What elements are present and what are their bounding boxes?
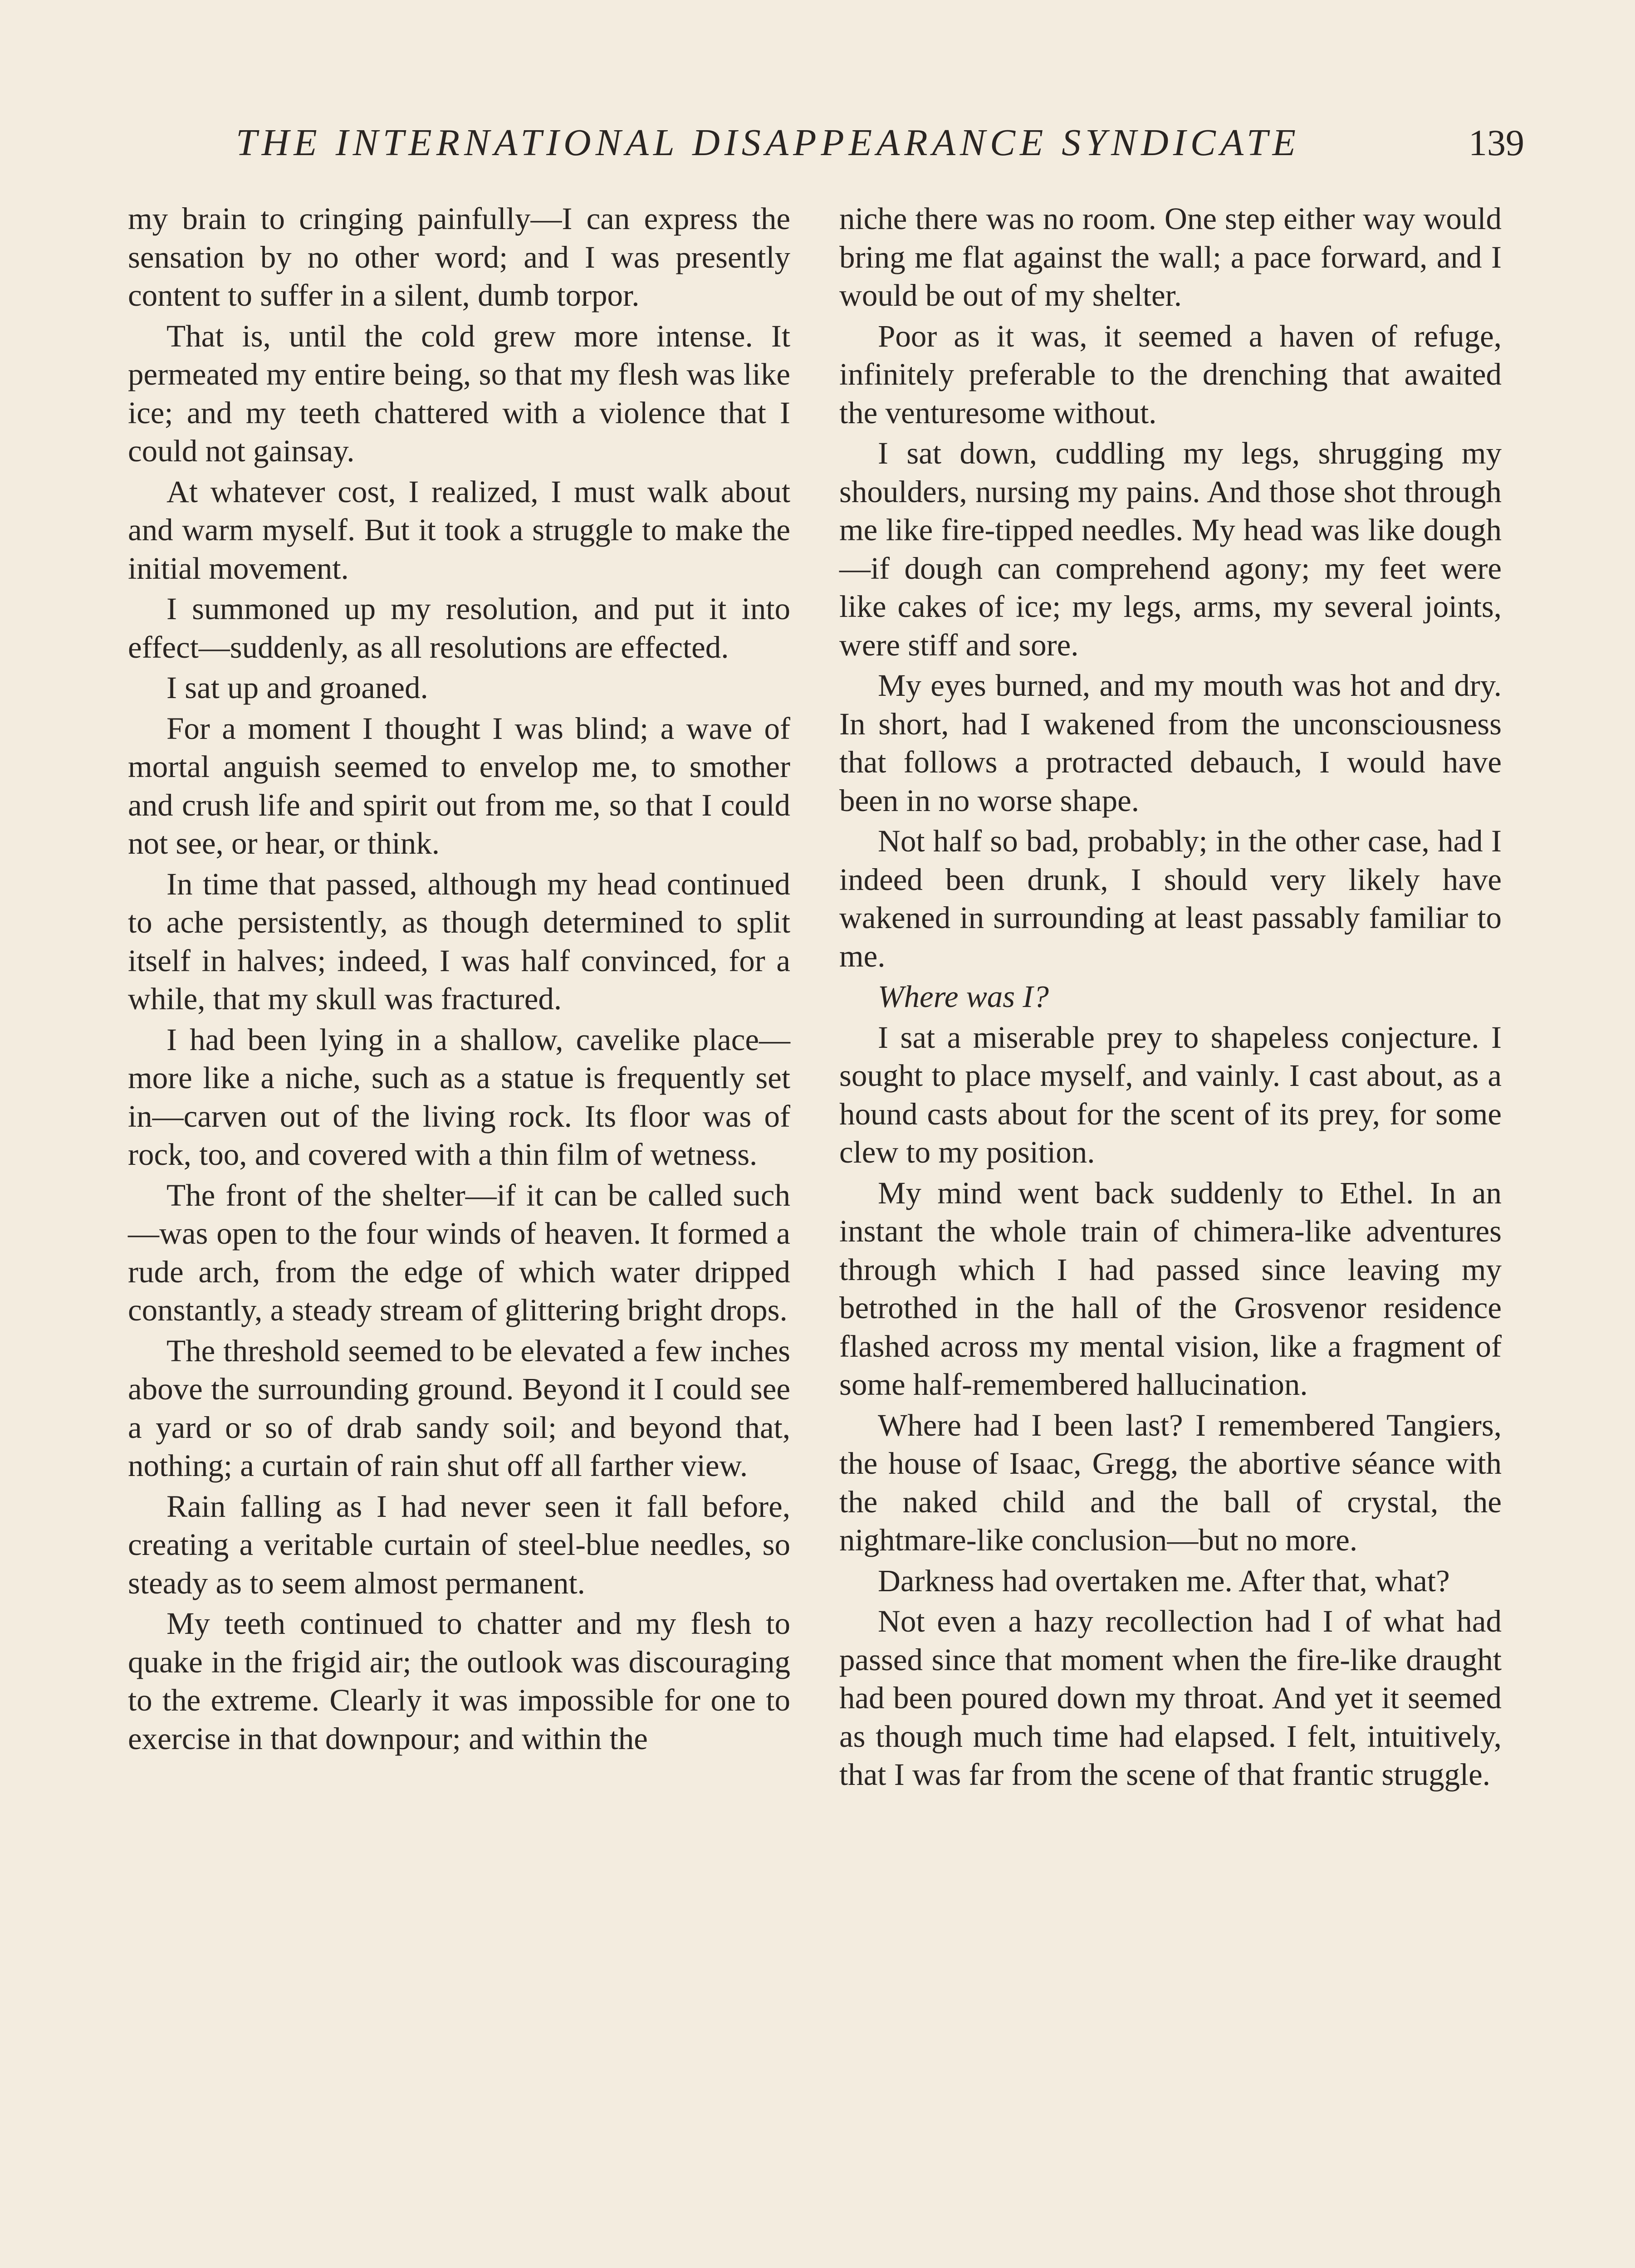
left-column [128,200,790,1760]
paragraph: I had been lying in a shallow, cavelike place—more like a niche, such as a statue is frequently set in—carven out of the living rock. Its floor was of rock, too, and covered with a thin film of wetness. [128,1022,790,1172]
right-column [839,200,1502,1796]
paragraph: At whatever cost, I realized, I must walk about and warm myself. But it took a struggle to make the initial movement. [128,474,790,586]
page-number: 139 [1469,122,1524,163]
paragraph: Where had I been last? I remembered Tangiers, the house of Isaac, Gregg, the abortive séance with the naked child and the ball of crystal, the nightmare-like conclusion—but no more. [839,1408,1502,1557]
running-title: THE INTERNATIONAL DISAPPEARANCE SYNDICATE [236,122,1300,164]
paragraph: my brain to cringing painfully—I can express the sensation by no other word; and I was presently content to suffer in a silent, dumb torpor. [128,201,790,313]
paragraph: I sat a miserable prey to shapeless conjecture. I sought to place myself, and vainly. I cast about, as a hound casts about for the scent of its prey, for some clew to my position. [839,1020,1502,1169]
paragraph: My teeth continued to chatter and my flesh to quake in the frigid air; the outlook was discouraging to the extreme. Clearly it was impossible for one to exercise in that downpour; and within the [128,1606,790,1756]
paragraph: My mind went back suddenly to Ethel. In an instant the whole train of chimera-like adventures through which I had passed since leaving my betrothed in the hall of the Grosvenor residence flashed across my mental vision, like a fragment of some half-remembered hallucination. [839,1175,1502,1402]
paragraph-italic: Where was I? [878,979,1049,1014]
paragraph: Not half so bad, probably; in the other case, had I indeed been drunk, I should very likely have wakened in surrounding at least passably familiar to me. [839,824,1502,973]
paragraph: Darkness had overtaken me. After that, what? [878,1563,1450,1598]
paragraph: Poor as it was, it seemed a haven of refuge, infinitely preferable to the drenching that awaited the venturesome without. [839,318,1502,430]
paragraph: For a moment I thought I was blind; a wave of mortal anguish seemed to envelop me, to smother and crush life and spirit out from me, so that I could not see, or hear, or think. [128,711,790,860]
paragraph: Rain falling as I had never seen it fall before, creating a veritable curtain of steel-blue needles, so steady as to seem almost permanent. [128,1489,790,1600]
paragraph: My eyes burned, and my mouth was hot and dry. In short, had I wakened from the unconsciousness that follows a protracted debauch, I would have been in no worse shape. [839,668,1502,818]
paragraph: In time that passed, although my head continued to ache persistently, as though determined to split itself in halves; indeed, I was half convinced, for a while, that my skull was fractured. [128,866,790,1016]
paragraph: The front of the shelter—if it can be called such—was open to the four winds of heaven. It formed a rude arch, from the edge of which water dripped constantly, a steady stream of glittering bright drops. [128,1178,790,1327]
paragraph: niche there was no room. One step either way would bring me flat against the wall; a pace forward, and I would be out of my shelter. [839,201,1502,313]
paragraph: The threshold seemed to be elevated a few inches above the surrounding ground. Beyond it I could see a yard or so of drab sandy soil; and beyond that, nothing; a curtain of rain shut off all farther view. [128,1333,790,1483]
paragraph: I summoned up my resolution, and put it into effect—suddenly, as all resolutions are effected. [128,591,790,665]
paragraph: That is, until the cold grew more intense. It permeated my entire being, so that my flesh was like ice; and my teeth chattered with a violence that I could not gainsay. [128,318,790,468]
page-header [236,116,1533,170]
paragraph: I sat down, cuddling my legs, shrugging my shoulders, nursing my pains. And those shot through me like fire-tipped needles. My head was like dough —if dough can comprehend agony; my feet were like cakes of ice; my legs, arms, my several joints, were stiff and sore. [839,436,1502,662]
paragraph: Not even a hazy recollection had I of what had passed since that moment when the fire-like draught had been poured down my throat. And yet it seemed as though much time had elapsed. I felt, intuitively, that I was far from the scene of that frantic struggle. [839,1604,1502,1792]
paragraph: I sat up and groaned. [166,670,428,705]
